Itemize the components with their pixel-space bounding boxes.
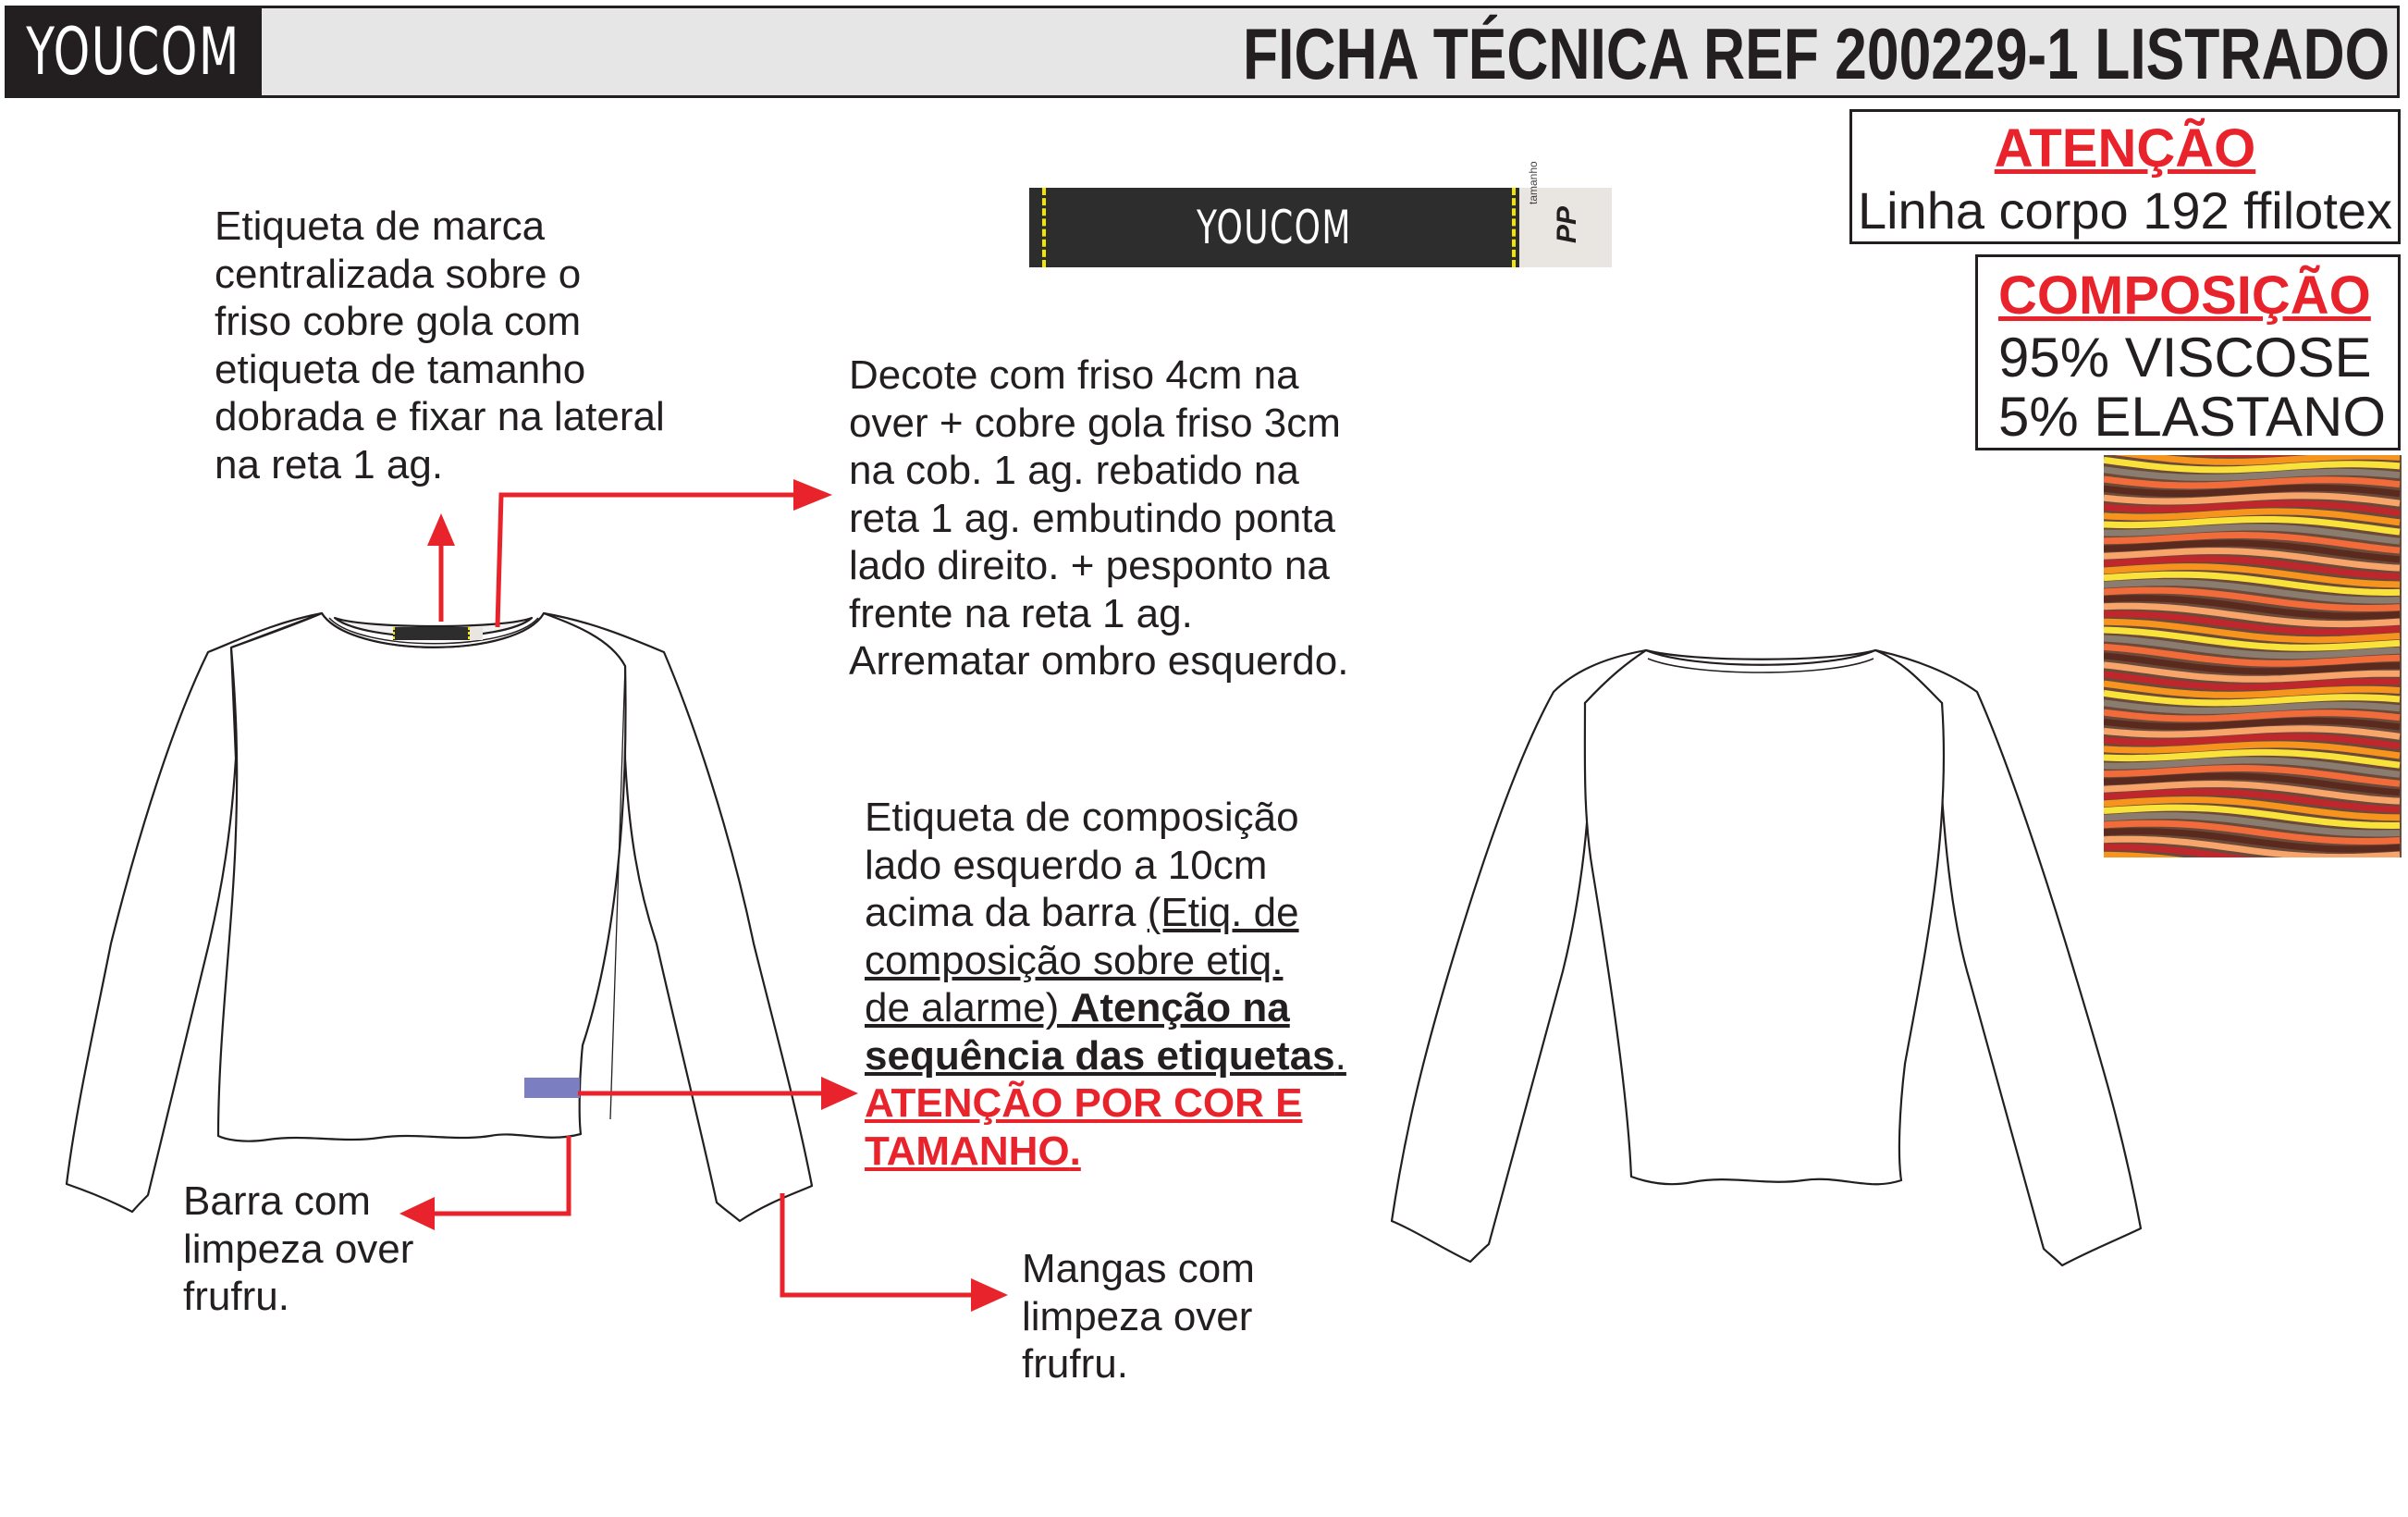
note-text-underlined: de alarme) (865, 985, 1071, 1030)
note-neckline (849, 352, 1348, 685)
stitch-line-right (1512, 188, 1516, 267)
note-line: Etiqueta de composição (865, 795, 1299, 840)
note-line: na cob. 1 ag. rebatido na (849, 448, 1299, 493)
note-text: . (1334, 1032, 1346, 1079)
note-line (865, 889, 1346, 937)
arrow-head-up (427, 513, 455, 546)
note-line: frufru. (1022, 1341, 1128, 1387)
note-line: Decote com friso 4cm na (849, 352, 1299, 398)
arrow-head-neckline (793, 479, 832, 511)
composition-title: COMPOSIÇÃO (1998, 265, 2371, 326)
size-value: PP (1552, 205, 1582, 243)
note-warning: TAMANHO (865, 1128, 1070, 1174)
note-text: acima da barra (865, 890, 1148, 935)
attention-title: ATENÇÃO (1994, 118, 2256, 179)
note-text-bold: sequência das etiquetas (865, 1032, 1335, 1079)
composition-line: 95% VISCOSE (1998, 327, 2372, 388)
note-warning: ATENÇÃO POR COR E (865, 1080, 1303, 1126)
note-brand-label (215, 203, 665, 488)
arrow-head-sleeve (971, 1278, 1008, 1312)
note-text-underlined: (Etiq. de (1147, 890, 1299, 935)
note-line: centralizada sobre o (215, 251, 582, 297)
note-line: lado esquerdo a 10cm (865, 842, 1268, 888)
stitch-line-left (1042, 188, 1046, 267)
note-line (865, 1128, 1346, 1176)
size-caption: tamanho (1527, 161, 1540, 204)
composition-tag-marker (524, 1078, 580, 1098)
note-line: Barra com (183, 1178, 371, 1224)
brand-label-drawing (1029, 161, 1612, 267)
note-line: frufru. (183, 1274, 289, 1319)
note-line (865, 984, 1346, 1032)
note-line: limpeza over (1022, 1293, 1253, 1339)
note-composition-label (865, 794, 1346, 1175)
front-view (67, 613, 812, 1221)
arrow-head-composition (821, 1077, 858, 1110)
note-text-bold: Atenção na (1070, 985, 1290, 1030)
note-line: Etiqueta de marca (215, 204, 546, 249)
note-line: frente na reta 1 ag. (849, 590, 1193, 636)
brand-label-logo: YOUCOM (1197, 201, 1352, 254)
note-line: na reta 1 ag. (215, 441, 444, 487)
note-line: limpeza over (183, 1226, 414, 1272)
note-line: etiqueta de tamanho (215, 346, 586, 392)
note-line: lado direito. + pesponto na (849, 543, 1330, 588)
note-sleeves (1022, 1245, 1255, 1388)
back-view (1392, 650, 2141, 1265)
neck-brand-label (393, 627, 483, 640)
note-hem (183, 1178, 413, 1321)
note-warning-end: . (1069, 1128, 1081, 1174)
note-line-underlined: composição sobre etiq. (865, 937, 1284, 983)
front-body (218, 613, 626, 1141)
attention-text: Linha corpo 192 ffilotex (1857, 181, 2393, 240)
composition-line: 5% ELASTANO (1998, 386, 2387, 448)
back-body (1585, 650, 1944, 1184)
page-title: FICHA TÉCNICA REF 200229-1 LISTRADO (1242, 12, 2390, 94)
note-line: Arrematar ombro esquerdo. (849, 638, 1349, 684)
note-line (865, 1032, 1346, 1080)
note-line: Mangas com (1022, 1246, 1255, 1291)
brand-logo-text: YOUCOM (26, 14, 240, 90)
note-line: over + cobre gola friso 3cm (849, 400, 1341, 446)
note-line: dobrada e fixar na lateral (215, 394, 665, 439)
note-line: reta 1 ag. embutindo ponta (849, 495, 1335, 541)
brand-label-body (1029, 188, 1519, 267)
note-line: friso cobre gola com (215, 299, 582, 344)
